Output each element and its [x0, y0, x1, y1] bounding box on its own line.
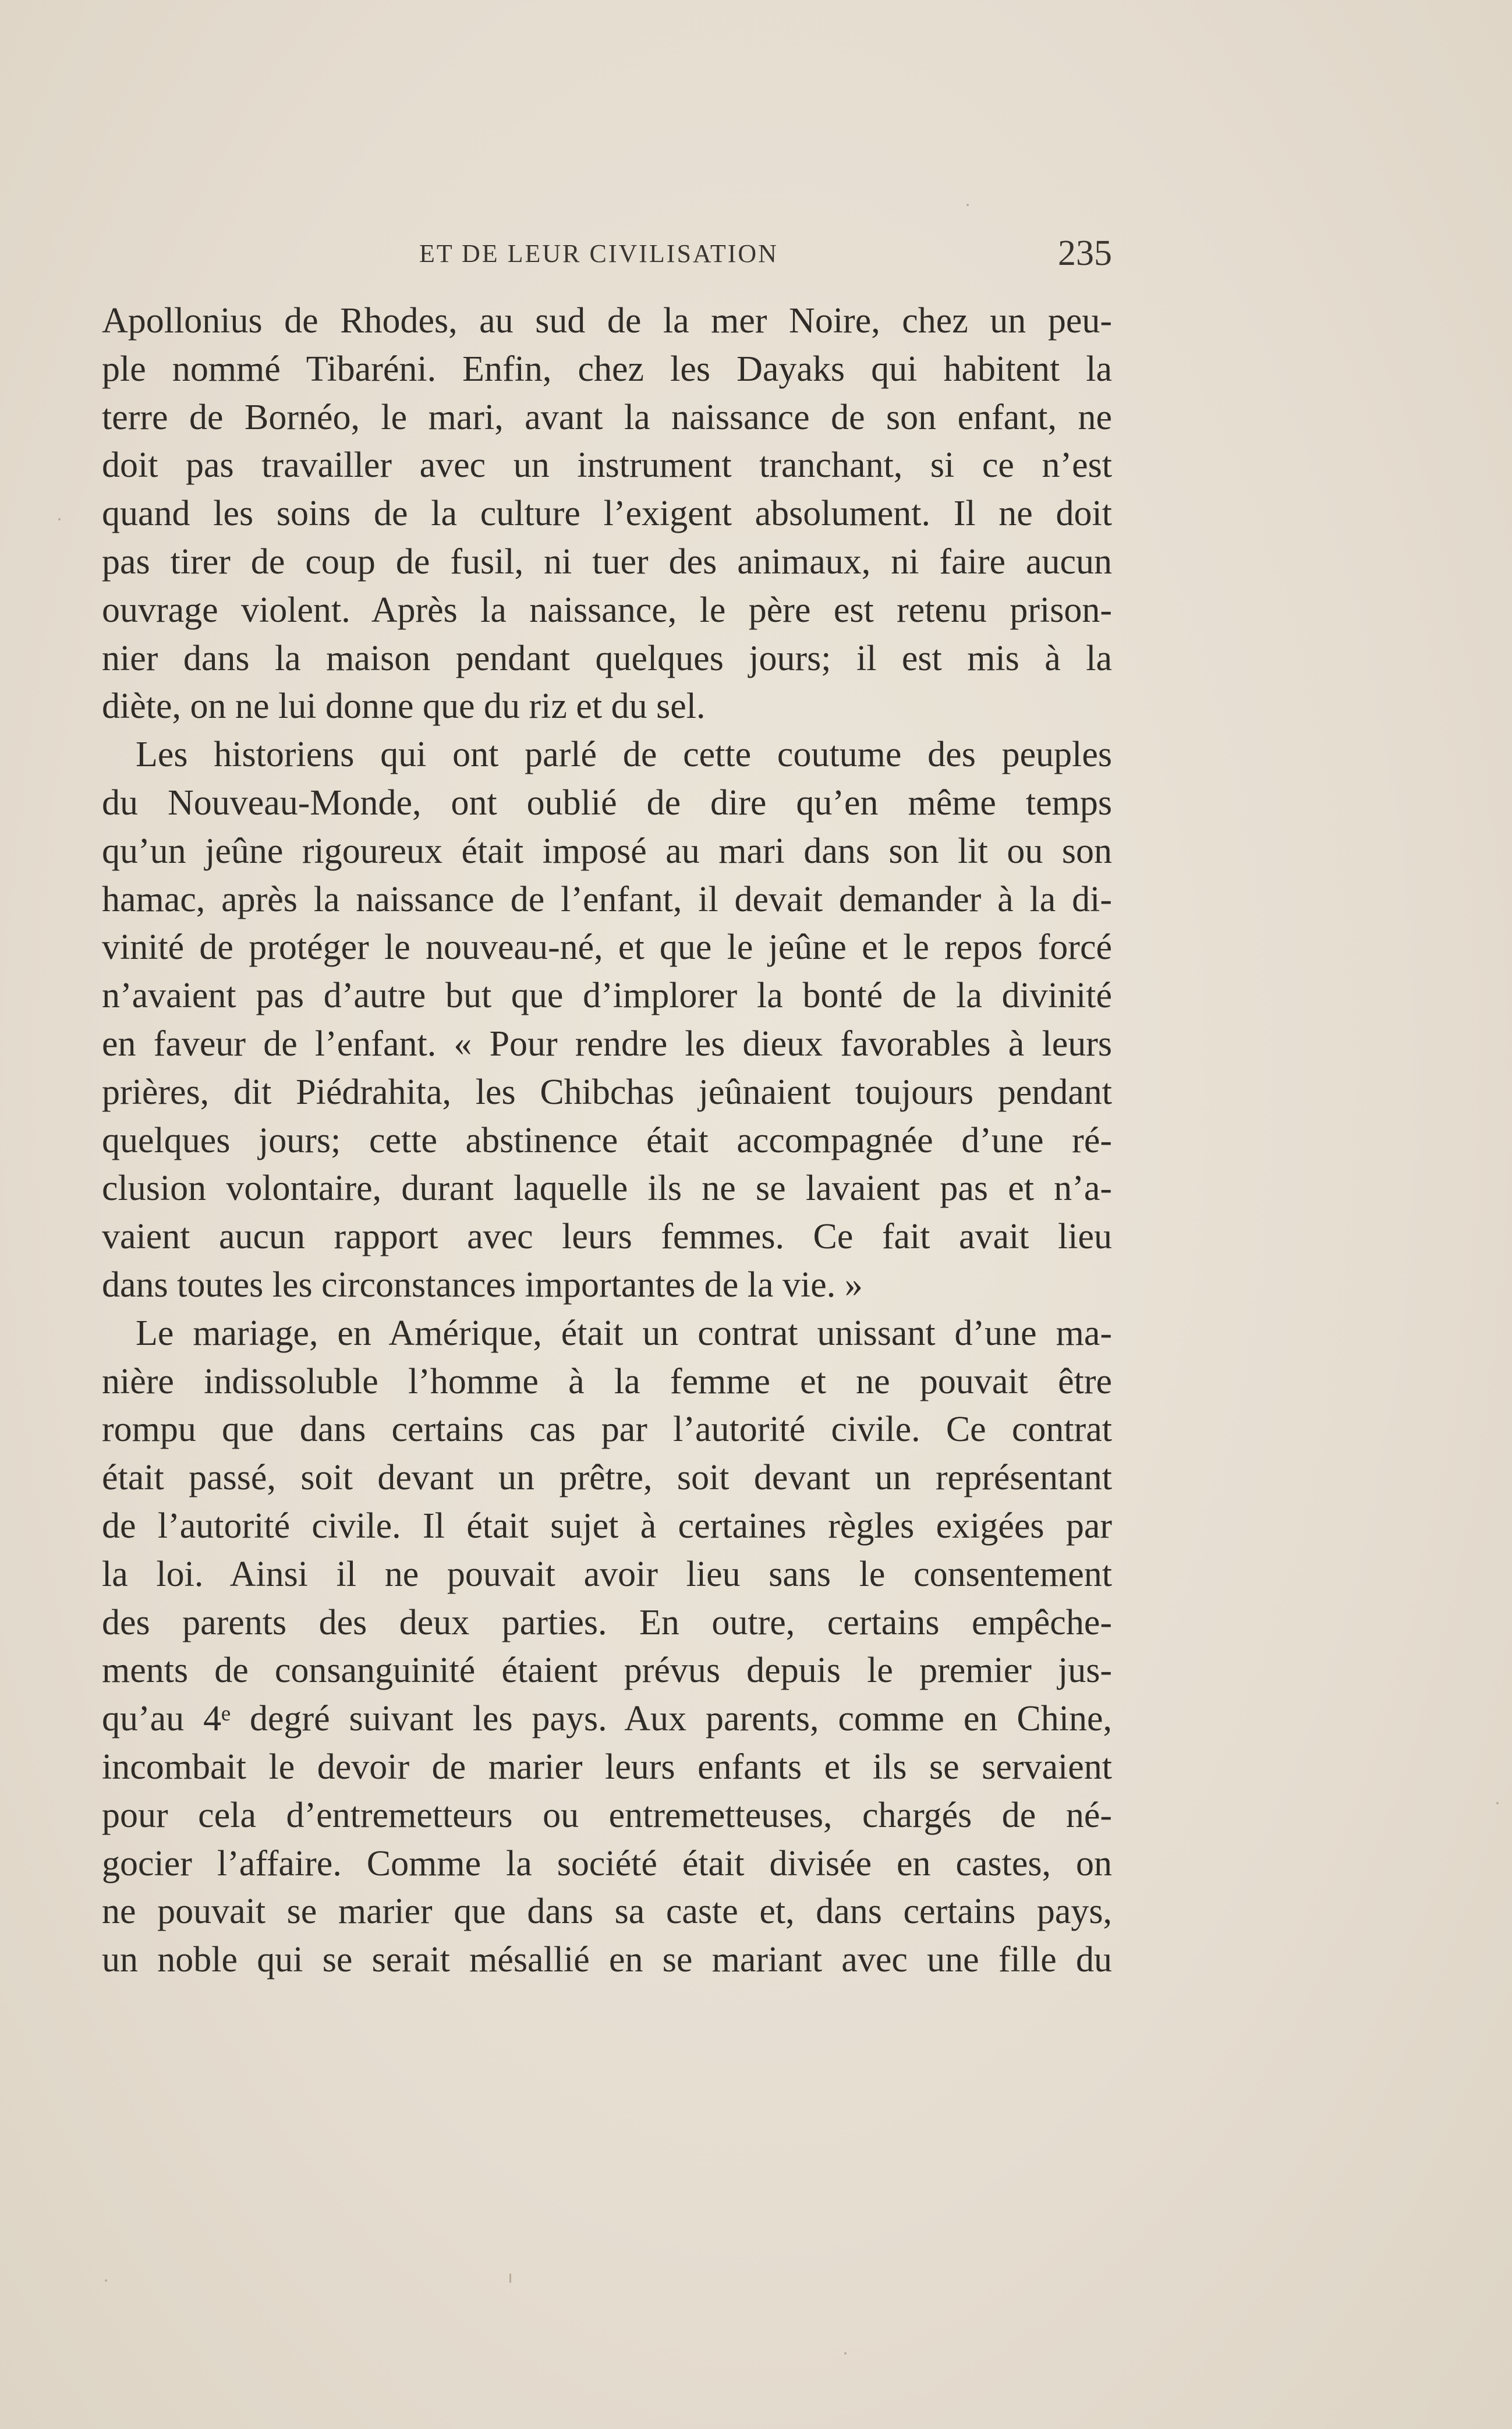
paper-speck — [844, 2352, 847, 2354]
page-header — [102, 233, 1112, 279]
text-line: nier dans la maison pendant quelques jours; il est mis à la — [102, 638, 1112, 678]
text-line: quelques jours; cette abstinence était accompagnée d’une ré- — [102, 1120, 1112, 1160]
paper-speck — [966, 204, 969, 206]
text-line: nière indissoluble l’homme à la femme et ne pouvait être — [102, 1361, 1112, 1401]
text-line: rompu que dans certains cas par l’autorité civile. Ce contrat — [102, 1410, 1112, 1450]
text-line: gocier l’affaire. Comme la société était divisée en castes, on — [102, 1843, 1112, 1883]
text-line: dans toutes les circonstances importantes de la vie. » — [102, 1265, 863, 1305]
text-line: diète, on ne lui donne que du riz et du sel. — [102, 686, 706, 727]
text-line: n’avaient pas d’autre but que d’implorer la bonté de la divinité — [102, 976, 1112, 1016]
text-line: terre de Bornéo, le mari, avant la naissance de son enfant, ne — [102, 397, 1112, 437]
text-line: vaient aucun rapport avec leurs femmes. Ce fait avait lieu — [102, 1217, 1112, 1257]
text-line: qu’un jeûne rigoureux était imposé au mari dans son lit ou son — [102, 831, 1112, 871]
text-line: hamac, après la naissance de l’enfant, il devait demander à la di- — [102, 879, 1112, 919]
page-number: 235 — [1058, 233, 1112, 273]
text-line: un noble qui se serait mésallié en se mariant avec une fille du — [102, 1940, 1112, 1980]
text-line: vinité de protéger le nouveau-né, et que le jeûne et le repos forcé — [102, 927, 1112, 968]
text-line: Les historiens qui ont parlé de cette coutume des peuples — [136, 735, 1112, 775]
text-line: en faveur de l’enfant. « Pour rendre les dieux favorables à leurs — [102, 1024, 1112, 1064]
paper-speck — [509, 2274, 511, 2283]
text-line: ouvrage violent. Après la naissance, le père est retenu prison- — [102, 590, 1112, 630]
text-line: pas tirer de coup de fusil, ni tuer des animaux, ni faire aucun — [102, 541, 1112, 582]
text-line: pour cela d’entremetteurs ou entremetteuses, chargés de né- — [102, 1795, 1112, 1835]
text-line: ments de consanguinité étaient prévus depuis le premier jus- — [102, 1651, 1112, 1691]
text-line: ne pouvait se marier que dans sa caste et, dans certains pays, — [102, 1892, 1112, 1932]
text-line: ple nommé Tibaréni. Enfin, chez les Dayaks qui habitent la — [102, 349, 1112, 389]
body-text — [102, 297, 1112, 1984]
text-line: qu’au 4ᵉ degré suivant les pays. Aux parents, comme en Chine, — [102, 1699, 1112, 1739]
text-line: quand les soins de la culture l’exigent absolument. Il ne doit — [102, 494, 1112, 534]
text-line: du Nouveau-Monde, ont oublié de dire qu’en même temps — [102, 782, 1112, 823]
text-line: Le mariage, en Amérique, était un contrat unissant d’une ma- — [136, 1313, 1112, 1353]
running-title: ET DE LEUR CIVILISATION — [419, 239, 778, 268]
text-line: des parents des deux parties. En outre, certains empêche- — [102, 1602, 1112, 1642]
paper-speck — [58, 518, 61, 520]
text-line: clusion volontaire, durant laquelle ils ne se lavaient pas et n’a- — [102, 1169, 1112, 1209]
text-line: prières, dit Piédrahita, les Chibchas jeûnaient toujours pendant — [102, 1072, 1112, 1112]
text-line: incombait le devoir de marier leurs enfants et ils se servaient — [102, 1747, 1112, 1787]
text-line: était passé, soit devant un prêtre, soit devant un représentant — [102, 1458, 1112, 1498]
paper-speck — [1496, 1802, 1499, 1804]
text-line: doit pas travailler avec un instrument tranchant, si ce n’est — [102, 445, 1112, 486]
text-line: de l’autorité civile. Il était sujet à certaines règles exigées par — [102, 1506, 1112, 1546]
text-line: la loi. Ainsi il ne pouvait avoir lieu sans le consentement — [102, 1554, 1112, 1594]
text-line: Apollonius de Rhodes, au sud de la mer Noire, chez un peu- — [102, 301, 1112, 341]
paper-speck — [105, 2279, 107, 2282]
